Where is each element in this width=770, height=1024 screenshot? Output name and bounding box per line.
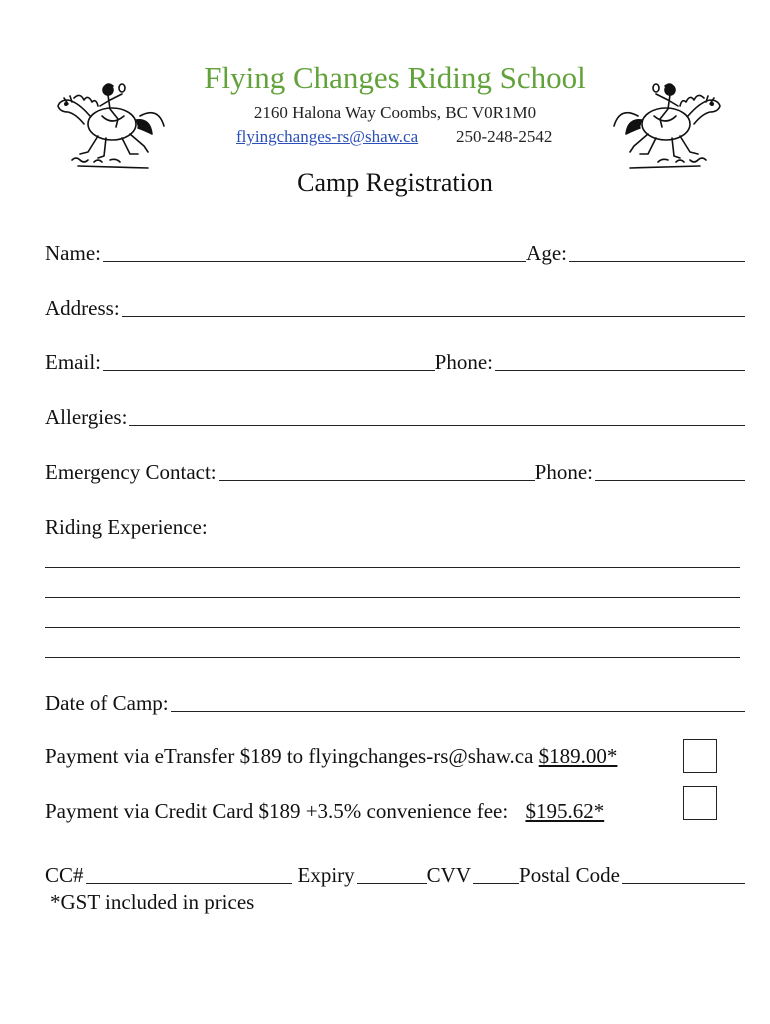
cvv-label: CVV <box>426 863 472 887</box>
cc-number-field[interactable] <box>86 882 292 884</box>
phone-label: Phone: <box>434 350 493 374</box>
allergies-field[interactable] <box>129 424 745 426</box>
riding-experience-label: Riding Experience: <box>45 515 208 539</box>
credit-card-checkbox[interactable] <box>683 786 717 820</box>
expiry-label: Expiry <box>297 863 355 887</box>
phone-field[interactable] <box>495 369 745 371</box>
cvv-field[interactable] <box>473 882 519 884</box>
emergency-contact-field[interactable] <box>219 479 535 481</box>
riding-experience-line-4[interactable] <box>45 657 740 658</box>
date-of-camp-label: Date of Camp: <box>45 691 169 715</box>
etransfer-text: Payment via eTransfer $189 to flyingchanges-rs@shaw.ca <box>45 744 534 768</box>
allergies-row <box>45 400 745 430</box>
school-name: Flying Changes Riding School <box>204 60 586 95</box>
emergency-contact-label: Emergency Contact: <box>45 460 217 484</box>
riding-experience-line-1[interactable] <box>45 567 740 568</box>
contact-line <box>236 127 576 147</box>
email-label: Email: <box>45 350 101 374</box>
school-phone: 250-248-2542 <box>456 127 553 146</box>
allergies-label: Allergies: <box>45 405 128 429</box>
riding-experience-row <box>45 510 745 540</box>
gst-note: *GST included in prices <box>50 890 255 914</box>
email-field[interactable] <box>103 369 435 371</box>
address-row <box>45 291 745 321</box>
postal-code-field[interactable] <box>622 882 745 884</box>
postal-code-label: Postal Code <box>519 863 620 887</box>
age-field[interactable] <box>569 260 745 262</box>
cc-details-row <box>45 858 745 888</box>
address-label: Address: <box>45 296 120 320</box>
name-age-row <box>45 236 745 266</box>
credit-card-amount: $195.62* <box>525 799 605 823</box>
email-phone-row <box>45 345 745 375</box>
name-label: Name: <box>45 241 101 265</box>
email-link[interactable]: flyingchanges-rs@shaw.ca <box>236 127 419 146</box>
credit-card-payment-row <box>45 799 604 824</box>
date-of-camp-row <box>45 686 745 716</box>
emergency-row <box>45 455 745 485</box>
riding-experience-line-3[interactable] <box>45 627 740 628</box>
etransfer-checkbox[interactable] <box>683 739 717 773</box>
riding-experience-line-2[interactable] <box>45 597 740 598</box>
expiry-field[interactable] <box>357 882 427 884</box>
etransfer-amount: $189.00* <box>538 744 618 768</box>
emergency-phone-field[interactable] <box>595 479 745 481</box>
form-title: Camp Registration <box>297 168 493 197</box>
age-label: Age: <box>526 241 567 265</box>
emergency-phone-label: Phone: <box>534 460 593 484</box>
cc-label: CC# <box>45 863 84 887</box>
credit-card-text: Payment via Credit Card $189 +3.5% convenience fee: <box>45 799 509 823</box>
school-address: 2160 Halona Way Coombs, BC V0R1M0 <box>253 103 537 122</box>
address-field[interactable] <box>122 315 745 317</box>
etransfer-payment-row <box>45 744 617 769</box>
date-of-camp-field[interactable] <box>171 710 745 712</box>
name-field[interactable] <box>103 260 526 262</box>
